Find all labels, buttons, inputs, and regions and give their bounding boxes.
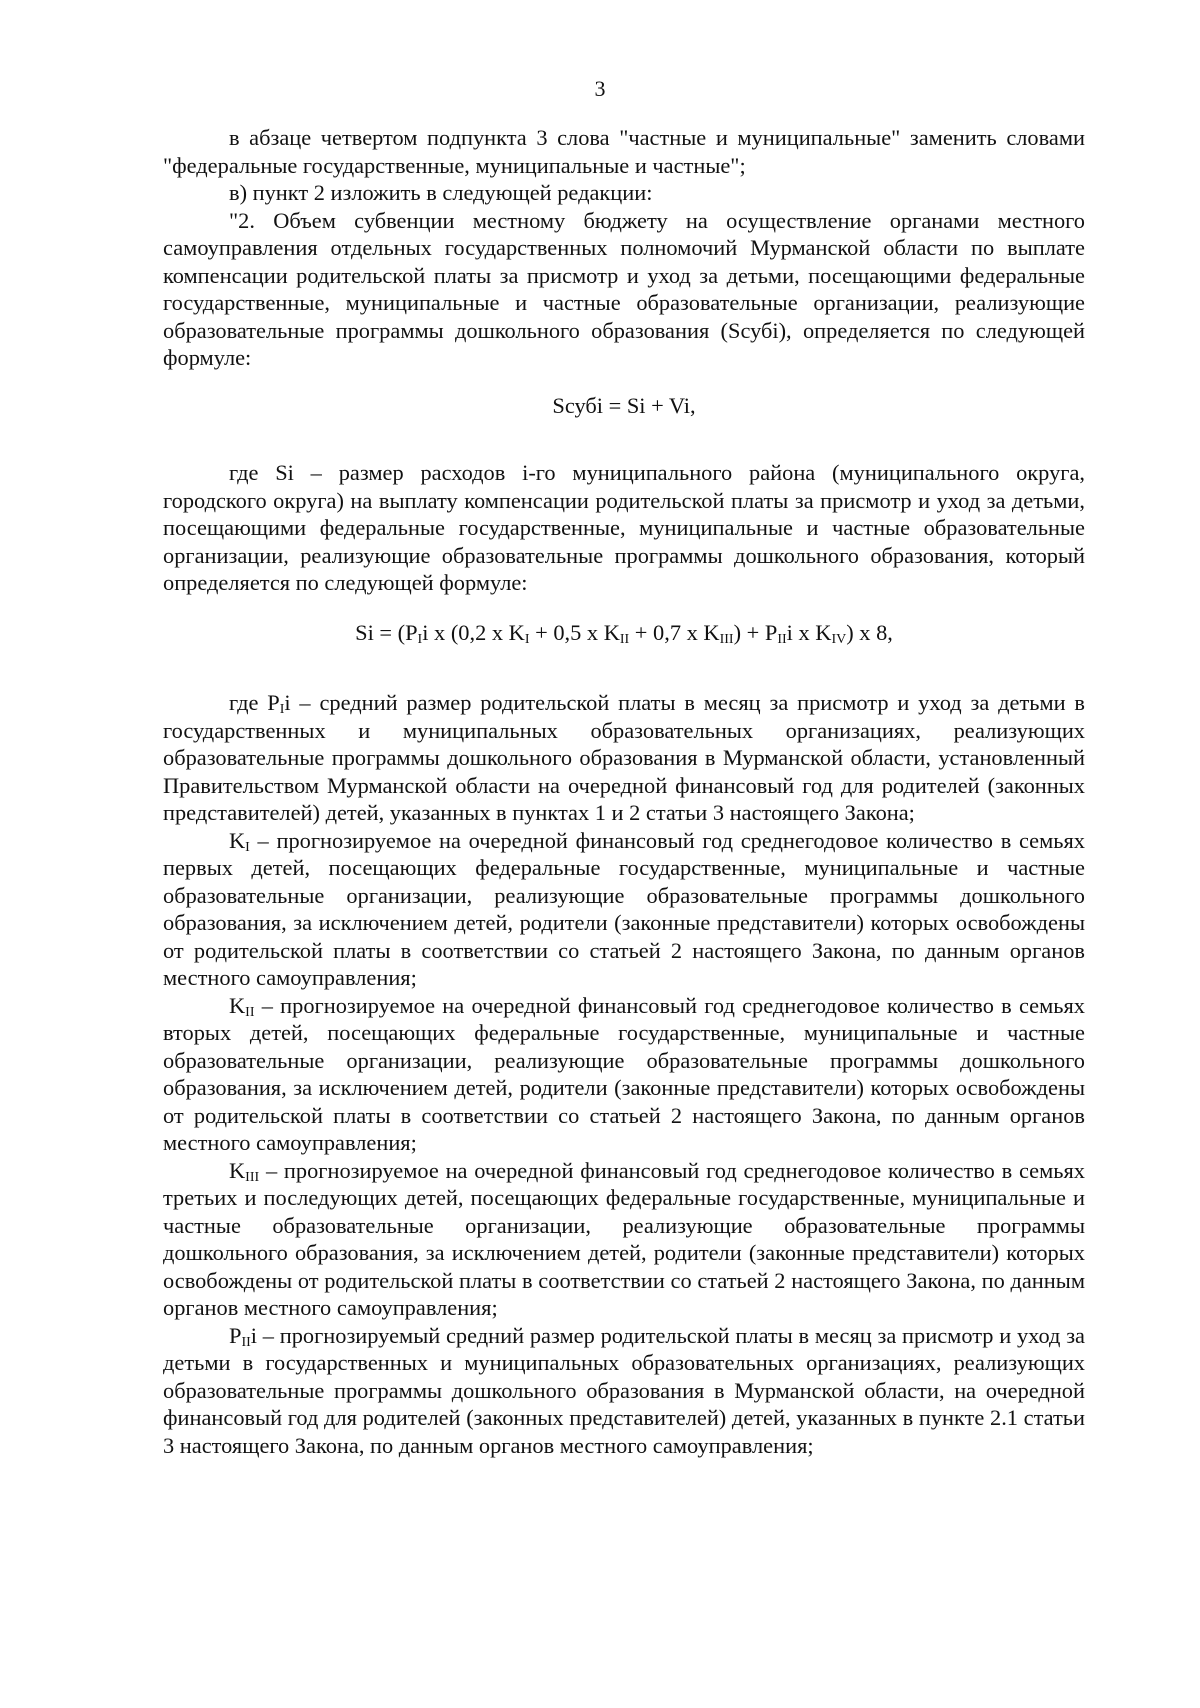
term-text: i – средний размер родительской платы в месяц за присмотр и уход за детьми в государственных и муниципальных образовательных организациях, реализующих образовательные программы дошкольного образования в Мурманской области, установленный Правительством Мурманской области на очередной финансовый год для родителей (законных представителей) детей, указанных в пунктах 1 и 2 статьи 3 настоящего Закона; <box>163 690 1086 825</box>
term-text: – прогнозируемое на очередной финансовый год среднегодовое количество в семьях первых детей, посещающих федеральные государственные, муниципальные и частные образовательные организации, реализующие образовательные программы дошкольного образования, за исключением детей, родители (законные представители) которых освобождены от родительской платы в соответствии со статьей 2 настоящего Закона, по данным органов местного самоуправления; <box>163 827 1085 990</box>
formula-si-part: i x (0,2 x K <box>422 619 525 645</box>
term-subscript: II <box>241 1334 251 1350</box>
paragraph-amendment-subpoint-3: в абзаце четвертом подпункта 3 слова "частные и муниципальные" заменить словами "федеральные государственные, муниципальные и частные"; <box>163 125 1085 178</box>
term-symbol: K <box>229 992 246 1018</box>
paragraph-subvention-volume: "2. Объем субвенции местному бюджету на осуществление органами местного самоуправления отдельных государственных полномочий Мурманской области по выплате компенсации родительской платы за присмотр и уход за детьми, посещающими федеральные государственные, муниципальные и частные образовательные организации, реализующие образовательные программы дошкольного образования (Sсубi), определяется по следующей формуле: <box>163 207 1085 370</box>
formula-si-subscript: I <box>417 631 423 647</box>
formula-subvention: Sсубi = Si + Vi, <box>552 392 696 418</box>
formula-si-part: ) + P <box>733 619 778 645</box>
formula-si <box>163 619 1085 647</box>
paragraph-pii-definition <box>163 1322 1085 1460</box>
term-symbol: K <box>229 827 246 853</box>
term-subscript: II <box>245 1004 255 1020</box>
formula-si-subscript: IV <box>831 631 847 647</box>
formula-si-part: + 0,7 x K <box>629 619 720 645</box>
term-subscript: I <box>279 702 285 717</box>
term-subscript: I <box>245 839 250 855</box>
term-symbol: K <box>229 1157 246 1183</box>
formula-si-subscript: I <box>524 631 530 647</box>
formula-si-part: + 0,5 x K <box>529 619 620 645</box>
page-number: 3 <box>594 76 606 101</box>
term-symbol: где P <box>229 690 280 715</box>
formula-si-part: i x K <box>786 619 832 645</box>
formula-si-part: ) x 8, <box>846 619 893 645</box>
paragraph-pi-definition <box>163 689 1085 827</box>
term-text: – прогнозируемое на очередной финансовый год среднегодовое количество в семьях вторых детей, посещающих федеральные государственные, муниципальные и частные образовательные организации, реализующие образовательные программы дошкольного образования, за исключением детей, родители (законные представители) которых освобождены от родительской платы в соответствии со статьей 2 настоящего Закона, по данным органов местного самоуправления; <box>163 992 1085 1155</box>
paragraph-k1-definition <box>163 827 1085 992</box>
term-symbol: P <box>229 1322 242 1348</box>
paragraph-k2-definition <box>163 992 1085 1157</box>
formula-si-part: Si = (P <box>355 619 418 645</box>
formula-si-subscript: II <box>619 631 630 647</box>
document-body <box>163 124 1085 1459</box>
term-text: i – прогнозируемый средний размер родительской платы в месяц за присмотр и уход за детьми в государственных и муниципальных образовательных организациях, реализующих образовательные программы дошкольного образования в Мурманской области, на очередной финансовый год для родителей (законных представителей) детей, указанных в пункте 2.1 статьи 3 настоящего Закона, по данным органов местного самоуправления; <box>163 1322 1085 1458</box>
formula-si-subscript: II <box>777 631 787 647</box>
paragraph-k3-definition <box>163 1157 1085 1322</box>
paragraph-si-definition: где Si – размер расходов i-го муниципального района (муниципального округа, городского округа) на выплату компенсации родительской платы за присмотр и уход за детьми, посещающими федеральные государственные, муниципальные и частные образовательные организации, реализующие образовательные программы дошкольного образования, который определяется по следующей формуле: <box>163 460 1085 595</box>
paragraph-point-2-heading: в) пункт 2 изложить в следующей редакции: <box>229 180 653 205</box>
term-text: – прогнозируемое на очередной финансовый год среднегодовое количество в семьях третьих и последующих детей, посещающих федеральные государственные, муниципальные и частные образовательные организации, реализующие образовательные программы дошкольного образования, за исключением детей, родители (законные представители) которых освобождены от родительской платы в соответствии со статьей 2 настоящего Закона, по данным органов местного самоуправления; <box>163 1157 1085 1320</box>
term-subscript: III <box>245 1169 260 1185</box>
formula-si-subscript: III <box>719 631 734 647</box>
